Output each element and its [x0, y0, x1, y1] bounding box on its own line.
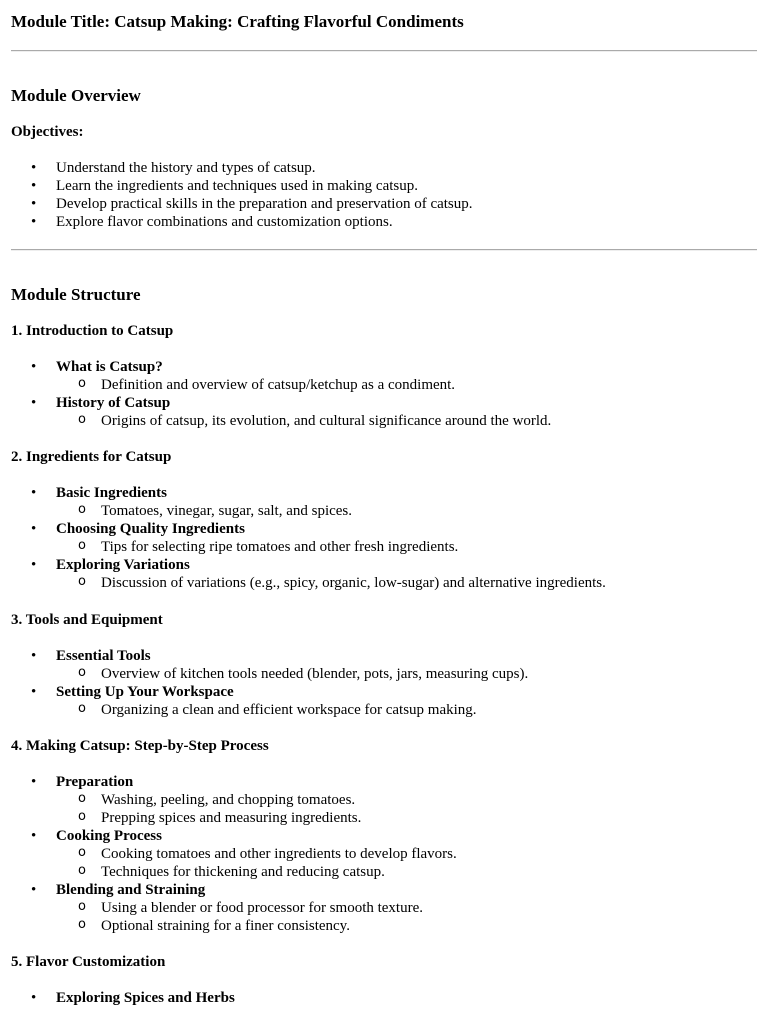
- sub-list: [56, 574, 757, 592]
- item-title: Basic Ingredients: [56, 485, 167, 501]
- structure-heading: Module Structure: [11, 285, 141, 304]
- item-title: Choosing Quality Ingredients: [56, 521, 245, 537]
- section-list: [11, 484, 757, 592]
- sub-list: [56, 538, 757, 556]
- list-item: [11, 683, 757, 719]
- sub-list-item: o Using a blender or food processor for smooth texture.: [56, 899, 757, 917]
- section-title: 2. Ingredients for Catsup: [11, 449, 172, 465]
- overview-heading: Module Overview: [11, 86, 141, 105]
- list-item: • Understand the history and types of catsup.: [11, 159, 757, 177]
- list-item: [11, 773, 757, 827]
- list-item: [11, 556, 757, 592]
- list-item: [11, 394, 757, 430]
- sub-list-item: o Origins of catsup, its evolution, and cultural significance around the world.: [56, 412, 757, 430]
- list-item: [11, 520, 757, 556]
- section-title: 4. Making Catsup: Step-by-Step Process: [11, 738, 269, 754]
- list-item: • Develop practical skills in the preparation and preservation of catsup.: [11, 195, 757, 213]
- sub-list-item: o Techniques for thickening and reducing catsup.: [56, 863, 757, 881]
- item-title: Blending and Straining: [56, 882, 206, 898]
- section-title: 5. Flavor Customization: [11, 954, 166, 970]
- sub-list: [56, 701, 757, 719]
- list-item: [11, 647, 757, 683]
- sub-list-item: o Organizing a clean and efficient workspace for catsup making.: [56, 701, 757, 719]
- item-title: Cooking Process: [56, 828, 162, 844]
- item-title: What is Catsup?: [56, 359, 163, 375]
- section-list: [11, 647, 757, 719]
- sub-list: [56, 376, 757, 394]
- section-list: [11, 773, 757, 935]
- list-item: [11, 827, 757, 881]
- section-title: 1. Introduction to Catsup: [11, 323, 174, 339]
- list-item: [11, 358, 757, 394]
- module-title: Module Title: Catsup Making: Crafting Flavorful Condiments: [11, 12, 464, 31]
- item-title: Exploring Variations: [56, 557, 190, 573]
- section-list: [11, 358, 757, 430]
- sub-list-item: o Cooking tomatoes and other ingredients to develop flavors.: [56, 845, 757, 863]
- sub-list-item: o Tomatoes, vinegar, sugar, salt, and spices.: [56, 502, 757, 520]
- item-title: Preparation: [56, 774, 134, 790]
- item-title: History of Catsup: [56, 395, 171, 411]
- objectives-label: Objectives:: [11, 124, 84, 140]
- item-title: Setting Up Your Workspace: [56, 684, 234, 700]
- list-item: • Explore flavor combinations and customization options.: [11, 213, 757, 231]
- sub-list-item: o Overview of kitchen tools needed (blender, pots, jars, measuring cups).: [56, 665, 757, 683]
- sub-list-item: o Definition and overview of catsup/ketchup as a condiment.: [56, 376, 757, 394]
- divider: [11, 249, 757, 251]
- sub-list: [56, 845, 757, 881]
- section-list: [11, 989, 757, 1007]
- sub-list-item: o Tips for selecting ripe tomatoes and other fresh ingredients.: [56, 538, 757, 556]
- sub-list-item: o Prepping spices and measuring ingredients.: [56, 809, 757, 827]
- list-item: • Learn the ingredients and techniques used in making catsup.: [11, 177, 757, 195]
- objectives-list: [11, 159, 757, 231]
- sub-list-item: o Washing, peeling, and chopping tomatoes.: [56, 791, 757, 809]
- section-title: 3. Tools and Equipment: [11, 612, 163, 628]
- sub-list: [56, 502, 757, 520]
- sub-list: [56, 791, 757, 827]
- sub-list: [56, 412, 757, 430]
- sub-list-item: o Discussion of variations (e.g., spicy, organic, low-sugar) and alternative ingredients.: [56, 574, 757, 592]
- item-title: Exploring Spices and Herbs: [56, 990, 235, 1006]
- list-item: [11, 881, 757, 935]
- sub-list-item: o Optional straining for a finer consistency.: [56, 917, 757, 935]
- list-item: [11, 989, 757, 1007]
- sub-list: [56, 665, 757, 683]
- divider: [11, 50, 757, 52]
- item-title: Essential Tools: [56, 648, 151, 664]
- sub-list: [56, 899, 757, 935]
- list-item: [11, 484, 757, 520]
